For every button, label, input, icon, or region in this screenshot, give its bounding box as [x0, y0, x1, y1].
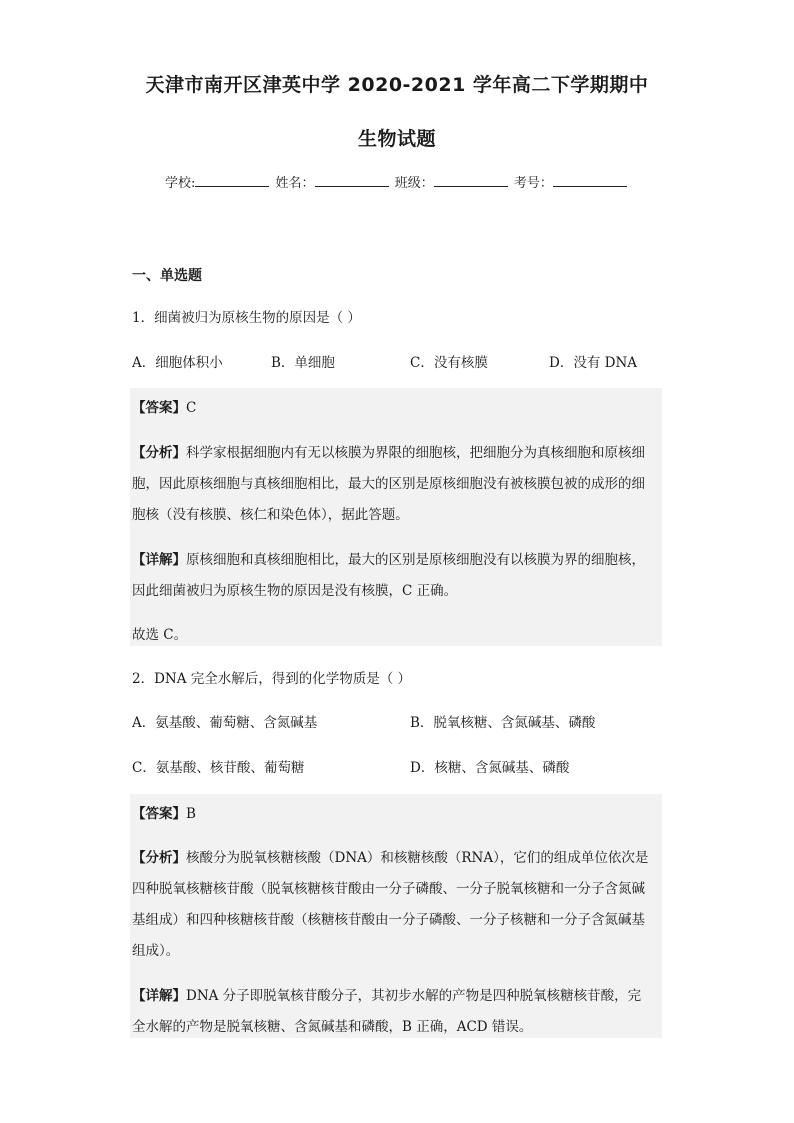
q2-answer-line — [132, 802, 196, 822]
q2-analysis-text-1: 核酸分为脱氧核糖核酸（DNA）和核糖核酸（RNA），它们的组成单位依次是 — [186, 850, 649, 866]
q2-detail-line-2: 全水解的产物是脱氧核糖、含氮碱基和磷酸，B 正确，ACD 错误。 — [132, 1019, 533, 1035]
q1-answer-line — [132, 396, 196, 416]
q2-detail-text-1: DNA 分子即脱氧核苷酸分子，其初步水解的产物是四种脱氧核糖核苷酸，完 — [186, 988, 642, 1004]
name-label: 姓名： — [275, 176, 315, 191]
exam-no-label: 考号： — [513, 176, 553, 191]
q2-answer-tag: 【答案】 — [132, 806, 186, 822]
q2-answer-value: B — [186, 806, 196, 822]
q2-option-d: D．核糖、含氮碱基、磷酸 — [410, 760, 570, 776]
school-label: 学校: — [165, 176, 196, 191]
q1-option-c: C．没有核膜 — [410, 355, 488, 371]
q2-analysis-tag: 【分析】 — [132, 850, 186, 866]
q1-analysis-tag: 【分析】 — [132, 445, 186, 461]
q2-option-a: A．氨基酸、葡萄糖、含氮碱基 — [132, 715, 318, 731]
q2-option-c: C．氨基酸、核苷酸、葡萄糖 — [132, 760, 305, 776]
q1-answer-value: C — [186, 400, 197, 416]
document-title: 天津市南开区津英中学 2020-2021 学年高二下学期期中 — [145, 74, 649, 96]
q2-detail-line-1 — [132, 984, 641, 1004]
q1-conclusion: 故选 C。 — [132, 627, 188, 643]
q1-stem: 1．细菌被归为原核生物的原因是（ ） — [132, 310, 361, 326]
q1-answer-box — [130, 388, 662, 646]
q2-analysis-line-3: 基组成）和四种核糖核苷酸（核糖核苷酸由一分子磷酸、一分子核糖和一分子含氮碱基 — [132, 912, 645, 928]
q1-analysis-line-3: 胞核（没有核膜、核仁和染色体），据此答题。 — [132, 507, 409, 523]
q1-option-b: B．单细胞 — [271, 355, 335, 371]
q1-detail-tag: 【详解】 — [132, 552, 186, 568]
q1-analysis-text-1: 科学家根据细胞内有无以核膜为界限的细胞核，把细胞分为真核细胞和原核细 — [186, 445, 645, 461]
q2-analysis-line-1 — [132, 846, 648, 866]
class-label: 班级： — [394, 176, 434, 191]
q2-answer-box — [130, 794, 662, 1038]
section-title: 一、单选题 — [132, 268, 202, 284]
q1-analysis-line-1 — [132, 441, 645, 461]
student-info-row — [165, 172, 629, 191]
q1-option-d: D．没有 DNA — [549, 355, 638, 371]
q1-detail-text-1: 原核细胞和真核细胞相比，最大的区别是原核细胞没有以核膜为界的细胞核， — [186, 552, 645, 568]
document-subtitle: 生物试题 — [357, 128, 436, 150]
class-blank — [434, 174, 508, 187]
q1-detail-line-2: 因此细菌被归为原核生物的原因是没有核膜，C 正确。 — [132, 583, 458, 599]
exam-no-blank — [553, 174, 627, 187]
q2-analysis-line-2: 四种脱氧核糖核苷酸（脱氧核糖核苷酸由一分子磷酸、一分子脱氧核糖和一分子含氮碱 — [132, 881, 645, 897]
q1-option-a: A．细胞体积小 — [132, 355, 223, 371]
q2-detail-tag: 【详解】 — [132, 988, 186, 1004]
q1-answer-tag: 【答案】 — [132, 400, 186, 416]
q2-stem: 2．DNA 完全水解后，得到的化学物质是（ ） — [132, 671, 412, 687]
school-blank — [195, 174, 269, 187]
q2-option-b: B．脱氧核糖、含氮碱基、磷酸 — [410, 715, 596, 731]
name-blank — [315, 174, 389, 187]
q1-analysis-line-2: 胞，因此原核细胞与真核细胞相比，最大的区别是原核细胞没有被核膜包被的成形的细 — [132, 476, 645, 492]
q1-detail-line-1 — [132, 548, 645, 568]
q2-analysis-line-4: 组成）。 — [132, 943, 180, 959]
